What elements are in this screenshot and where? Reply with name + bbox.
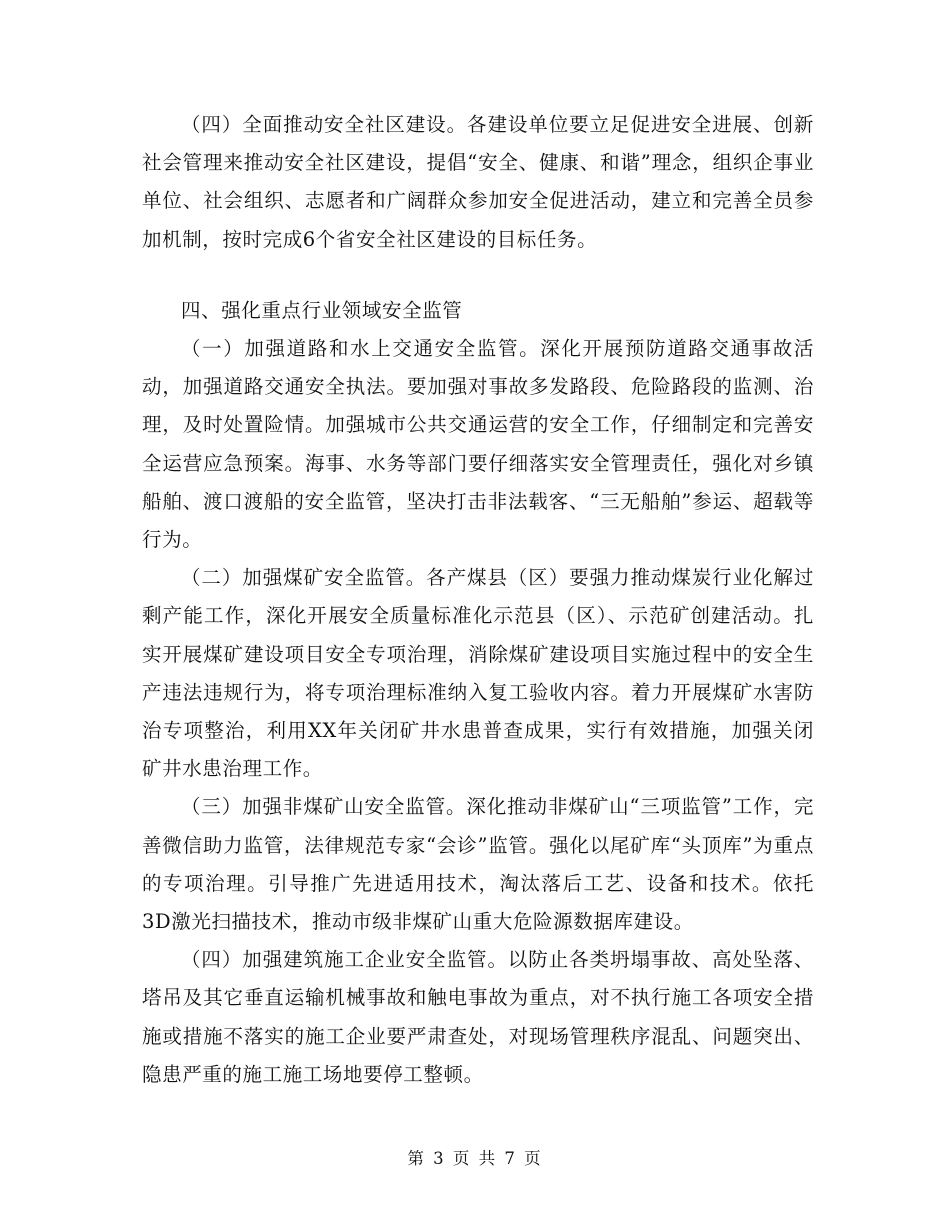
paragraph-traffic-safety: （一）加强道路和水上交通安全监管。深化开展预防道路交通事故活动，加强道路交通安全执法。要加强对事故多发路段、危险路段的监测、治理，及时处置险情。加强城市公共交通运营的安全工作，仔细制定和完善安全运营应急预案。海事、水务等部门要仔细落实安全管理责任，强化对乡镇船舶、渡口渡船的安全监管，坚决打击非法载客、“三无船舶”参运、超载等行为。 <box>142 337 814 552</box>
document-body <box>142 106 814 1094</box>
page-footer <box>0 1145 950 1169</box>
section-heading: 四、强化重点行业领域安全监管 <box>181 298 463 322</box>
paragraph-non-coal-mine-safety: （三）加强非煤矿山安全监管。深化推动非煤矿山“三项监管”工作，完善微信助力监管，法律规范专家“会诊”监管。强化以尾矿库“头顶库”为重点的专项治理。引导推广先进适用技术，淘汰落后工艺、设备和技术。依托3D激光扫描技术，推动市级非煤矿山重大危险源数据库建设。 <box>142 795 814 934</box>
paragraph-coal-mine-safety: （二）加强煤矿安全监管。各产煤县（区）要强力推动煤炭行业化解过剩产能工作，深化开展安全质量标准化示范县（区）、示范矿创建活动。扎实开展煤矿建设项目安全专项治理，消除煤矿建设项目实施过程中的安全生产违法违规行为，将专项治理标准纳入复工验收内容。着力开展煤矿水害防治专项整治，利用XX年关闭矿井水患普查成果，实行有效措施，加强关闭矿井水患治理工作。 <box>142 566 814 781</box>
paragraph-community-safety: （四）全面推动安全社区建设。各建设单位要立足促进安全进展、创新社会管理来推动安全社区建设，提倡“安全、健康、和谐”理念，组织企事业单位、社会组织、志愿者和广阔群众参加安全促进活动，建立和完善全员参加机制，按时完成6个省安全社区建设的目标任务。 <box>142 113 814 251</box>
paragraph-construction-safety: （四）加强建筑施工企业安全监管。以防止各类坍塌事故、高处坠落、塔吊及其它垂直运输机械事故和触电事故为重点，对不执行施工各项安全措施或措施不落实的施工企业要严肃查处，对现场管理秩序混乱、问题突出、隐患严重的施工施工场地要停工整顿。 <box>142 948 814 1086</box>
page-number: 第 3 页 共 7 页 <box>407 1149 543 1168</box>
